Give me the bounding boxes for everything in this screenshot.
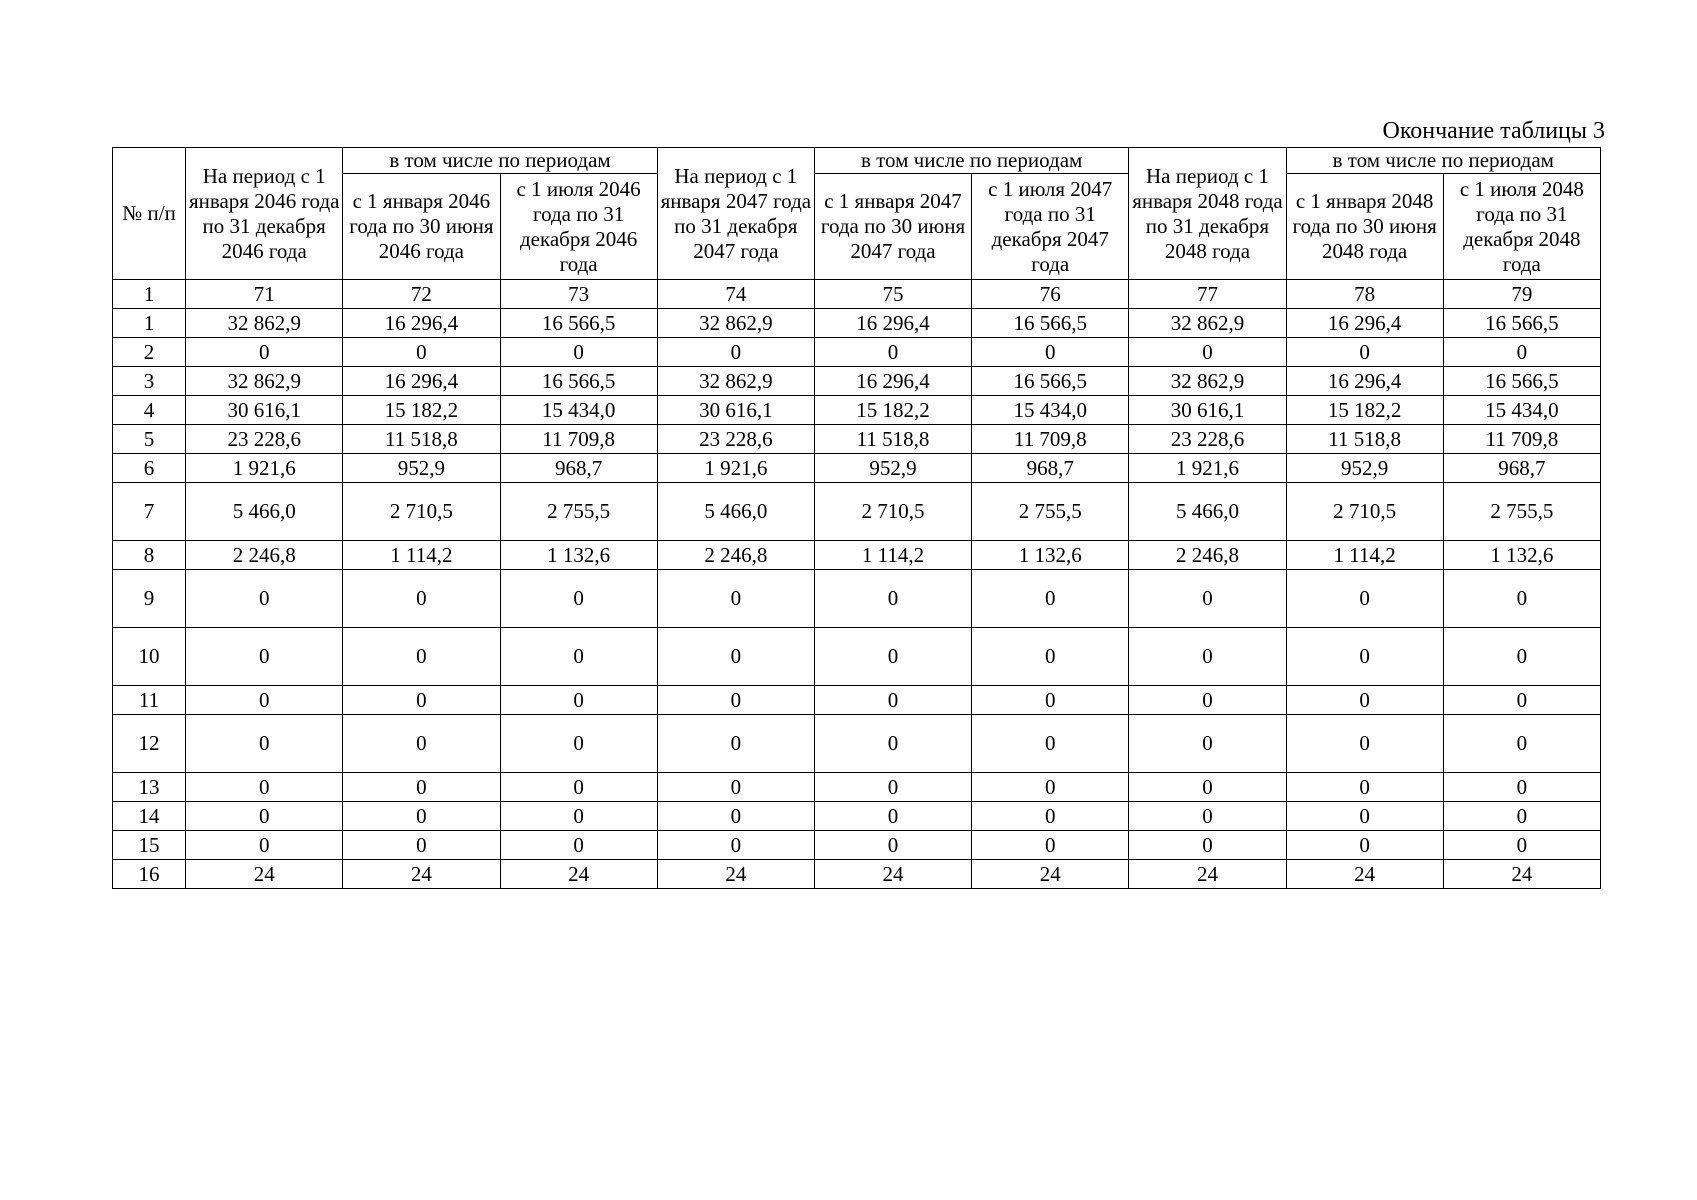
value-cell: 0 [972, 628, 1129, 686]
header-second-half-2046: с 1 июля 2046 года по 31 декабря 2046 года [500, 174, 657, 280]
value-cell: 0 [343, 686, 500, 715]
value-cell: 24 [814, 860, 971, 889]
value-cell: 1 921,6 [657, 454, 814, 483]
value-cell: 0 [500, 831, 657, 860]
header-including-2046: в том числе по периодам [343, 148, 657, 174]
row-number-cell: 10 [113, 628, 186, 686]
value-cell: 0 [343, 570, 500, 628]
value-cell: 0 [186, 570, 343, 628]
value-cell: 24 [972, 860, 1129, 889]
value-cell: 968,7 [972, 454, 1129, 483]
value-cell: 23 228,6 [657, 425, 814, 454]
value-cell: 5 466,0 [657, 483, 814, 541]
value-cell: 2 710,5 [1286, 483, 1443, 541]
value-cell: 11 709,8 [500, 425, 657, 454]
value-cell: 0 [814, 715, 971, 773]
value-cell: 16 296,4 [814, 367, 971, 396]
value-cell: 0 [1443, 715, 1600, 773]
value-cell: 968,7 [500, 454, 657, 483]
value-cell: 16 566,5 [500, 367, 657, 396]
header-first-half-2048: с 1 января 2048 года по 30 июня 2048 года [1286, 174, 1443, 280]
value-cell: 0 [657, 831, 814, 860]
table-row [113, 425, 1601, 454]
value-cell: 11 518,8 [343, 425, 500, 454]
value-cell: 16 566,5 [500, 309, 657, 338]
header-period-2046: На период с 1 января 2046 года по 31 декабря 2046 года [186, 148, 343, 280]
value-cell: 32 862,9 [657, 367, 814, 396]
value-cell: 2 710,5 [814, 483, 971, 541]
value-cell: 24 [500, 860, 657, 889]
value-cell: 0 [1129, 773, 1286, 802]
value-cell: 0 [1129, 338, 1286, 367]
value-cell: 30 616,1 [657, 396, 814, 425]
row-number-cell: 8 [113, 541, 186, 570]
value-cell: 0 [343, 715, 500, 773]
value-cell: 24 [1443, 860, 1600, 889]
column-number: 79 [1443, 280, 1600, 309]
value-cell: 0 [657, 773, 814, 802]
value-cell: 0 [1443, 802, 1600, 831]
table-row [113, 628, 1601, 686]
value-cell: 2 755,5 [500, 483, 657, 541]
value-cell: 952,9 [1286, 454, 1443, 483]
value-cell: 0 [1129, 628, 1286, 686]
value-cell: 11 709,8 [972, 425, 1129, 454]
value-cell: 1 921,6 [1129, 454, 1286, 483]
header-first-half-2046: с 1 января 2046 года по 30 июня 2046 года [343, 174, 500, 280]
value-cell: 0 [343, 773, 500, 802]
value-cell: 16 296,4 [814, 309, 971, 338]
value-cell: 0 [814, 338, 971, 367]
value-cell: 0 [657, 338, 814, 367]
value-cell: 0 [186, 773, 343, 802]
value-cell: 32 862,9 [1129, 367, 1286, 396]
value-cell: 1 114,2 [343, 541, 500, 570]
row-number-cell: 1 [113, 309, 186, 338]
value-cell: 0 [1286, 628, 1443, 686]
row-number-cell: 14 [113, 802, 186, 831]
value-cell: 0 [972, 715, 1129, 773]
row-number-cell: 11 [113, 686, 186, 715]
table-row [113, 309, 1601, 338]
header-period-2048: На период с 1 января 2048 года по 31 декабря 2048 года [1129, 148, 1286, 280]
value-cell: 23 228,6 [186, 425, 343, 454]
value-cell: 15 182,2 [814, 396, 971, 425]
value-cell: 0 [814, 802, 971, 831]
value-cell: 24 [1129, 860, 1286, 889]
value-cell: 11 518,8 [814, 425, 971, 454]
table-row [113, 715, 1601, 773]
value-cell: 0 [814, 773, 971, 802]
value-cell: 0 [1129, 686, 1286, 715]
value-cell: 1 921,6 [186, 454, 343, 483]
value-cell: 0 [1443, 686, 1600, 715]
value-cell: 0 [1443, 570, 1600, 628]
value-cell: 32 862,9 [186, 309, 343, 338]
value-cell: 2 755,5 [972, 483, 1129, 541]
value-cell: 0 [1286, 831, 1443, 860]
header-row-number: № п/п [113, 148, 186, 280]
row-number-cell: 12 [113, 715, 186, 773]
value-cell: 15 434,0 [1443, 396, 1600, 425]
value-cell: 0 [186, 686, 343, 715]
value-cell: 15 182,2 [343, 396, 500, 425]
value-cell: 24 [1286, 860, 1443, 889]
value-cell: 0 [343, 338, 500, 367]
value-cell: 32 862,9 [1129, 309, 1286, 338]
table-caption: Окончание таблицы 3 [1382, 118, 1605, 144]
value-cell: 0 [657, 715, 814, 773]
value-cell: 30 616,1 [1129, 396, 1286, 425]
value-cell: 952,9 [814, 454, 971, 483]
value-cell: 0 [1286, 570, 1443, 628]
value-cell: 0 [1443, 628, 1600, 686]
row-number-cell: 5 [113, 425, 186, 454]
header-including-2048: в том числе по периодам [1286, 148, 1600, 174]
value-cell: 16 566,5 [972, 367, 1129, 396]
value-cell: 0 [500, 628, 657, 686]
value-cell: 0 [1286, 773, 1443, 802]
value-cell: 2 755,5 [1443, 483, 1600, 541]
value-cell: 952,9 [343, 454, 500, 483]
value-cell: 24 [657, 860, 814, 889]
value-cell: 0 [1129, 715, 1286, 773]
column-number: 74 [657, 280, 814, 309]
column-number: 76 [972, 280, 1129, 309]
data-table [112, 147, 1601, 889]
value-cell: 2 246,8 [1129, 541, 1286, 570]
value-cell: 5 466,0 [186, 483, 343, 541]
value-cell: 16 296,4 [343, 309, 500, 338]
table-row [113, 541, 1601, 570]
value-cell: 15 434,0 [500, 396, 657, 425]
value-cell: 0 [657, 686, 814, 715]
value-cell: 16 296,4 [1286, 367, 1443, 396]
row-number-cell: 2 [113, 338, 186, 367]
value-cell: 0 [186, 831, 343, 860]
value-cell: 0 [972, 831, 1129, 860]
column-number: 73 [500, 280, 657, 309]
value-cell: 1 132,6 [972, 541, 1129, 570]
value-cell: 16 566,5 [1443, 367, 1600, 396]
value-cell: 0 [972, 802, 1129, 831]
value-cell: 0 [1129, 802, 1286, 831]
value-cell: 0 [500, 686, 657, 715]
value-cell: 0 [1286, 338, 1443, 367]
header-period-2047: На период с 1 января 2047 года по 31 декабря 2047 года [657, 148, 814, 280]
header-second-half-2048: с 1 июля 2048 года по 31 декабря 2048 года [1443, 174, 1600, 280]
value-cell: 11 709,8 [1443, 425, 1600, 454]
value-cell: 0 [972, 773, 1129, 802]
table-row [113, 686, 1601, 715]
value-cell: 0 [814, 686, 971, 715]
value-cell: 32 862,9 [186, 367, 343, 396]
value-cell: 0 [1443, 338, 1600, 367]
value-cell: 16 296,4 [1286, 309, 1443, 338]
column-number: 71 [186, 280, 343, 309]
column-numbers-row [113, 280, 1601, 309]
value-cell: 0 [1286, 686, 1443, 715]
value-cell: 0 [500, 570, 657, 628]
value-cell: 0 [1286, 715, 1443, 773]
value-cell: 1 114,2 [814, 541, 971, 570]
value-cell: 0 [343, 831, 500, 860]
value-cell: 0 [657, 628, 814, 686]
value-cell: 2 246,8 [657, 541, 814, 570]
table-row [113, 454, 1601, 483]
table-row [113, 570, 1601, 628]
value-cell: 0 [814, 831, 971, 860]
value-cell: 1 114,2 [1286, 541, 1443, 570]
row-number-cell: 15 [113, 831, 186, 860]
value-cell: 0 [814, 628, 971, 686]
value-cell: 0 [814, 570, 971, 628]
column-number: 77 [1129, 280, 1286, 309]
value-cell: 0 [186, 338, 343, 367]
value-cell: 32 862,9 [657, 309, 814, 338]
value-cell: 30 616,1 [186, 396, 343, 425]
value-cell: 0 [186, 715, 343, 773]
header-second-half-2047: с 1 июля 2047 года по 31 декабря 2047 года [972, 174, 1129, 280]
value-cell: 0 [972, 338, 1129, 367]
value-cell: 0 [972, 686, 1129, 715]
value-cell: 2 246,8 [186, 541, 343, 570]
value-cell: 11 518,8 [1286, 425, 1443, 454]
value-cell: 0 [657, 570, 814, 628]
row-number-cell: 6 [113, 454, 186, 483]
table-row [113, 396, 1601, 425]
value-cell: 1 132,6 [500, 541, 657, 570]
row-number-cell: 13 [113, 773, 186, 802]
table-row [113, 773, 1601, 802]
value-cell: 1 132,6 [1443, 541, 1600, 570]
header-first-half-2047: с 1 января 2047 года по 30 июня 2047 года [814, 174, 971, 280]
value-cell: 23 228,6 [1129, 425, 1286, 454]
value-cell: 16 566,5 [972, 309, 1129, 338]
value-cell: 0 [186, 802, 343, 831]
row-number-cell: 4 [113, 396, 186, 425]
row-number-cell: 3 [113, 367, 186, 396]
row-number-cell: 7 [113, 483, 186, 541]
value-cell: 15 182,2 [1286, 396, 1443, 425]
row-number-cell: 16 [113, 860, 186, 889]
table-row [113, 367, 1601, 396]
value-cell: 0 [657, 802, 814, 831]
column-number: 1 [113, 280, 186, 309]
value-cell: 16 566,5 [1443, 309, 1600, 338]
value-cell: 968,7 [1443, 454, 1600, 483]
value-cell: 24 [186, 860, 343, 889]
column-number: 75 [814, 280, 971, 309]
value-cell: 0 [1443, 831, 1600, 860]
value-cell: 0 [343, 802, 500, 831]
value-cell: 0 [1286, 802, 1443, 831]
value-cell: 0 [500, 715, 657, 773]
value-cell: 0 [500, 773, 657, 802]
value-cell: 2 710,5 [343, 483, 500, 541]
value-cell: 0 [1129, 570, 1286, 628]
column-number: 78 [1286, 280, 1443, 309]
value-cell: 0 [186, 628, 343, 686]
table-row [113, 483, 1601, 541]
value-cell: 0 [343, 628, 500, 686]
table-row [113, 860, 1601, 889]
value-cell: 0 [1443, 773, 1600, 802]
table-row [113, 831, 1601, 860]
table-row [113, 802, 1601, 831]
value-cell: 0 [500, 338, 657, 367]
value-cell: 0 [500, 802, 657, 831]
value-cell: 24 [343, 860, 500, 889]
value-cell: 16 296,4 [343, 367, 500, 396]
value-cell: 0 [972, 570, 1129, 628]
row-number-cell: 9 [113, 570, 186, 628]
table-row [113, 338, 1601, 367]
value-cell: 0 [1129, 831, 1286, 860]
header-including-2047: в том числе по периодам [814, 148, 1128, 174]
value-cell: 5 466,0 [1129, 483, 1286, 541]
value-cell: 15 434,0 [972, 396, 1129, 425]
column-number: 72 [343, 280, 500, 309]
